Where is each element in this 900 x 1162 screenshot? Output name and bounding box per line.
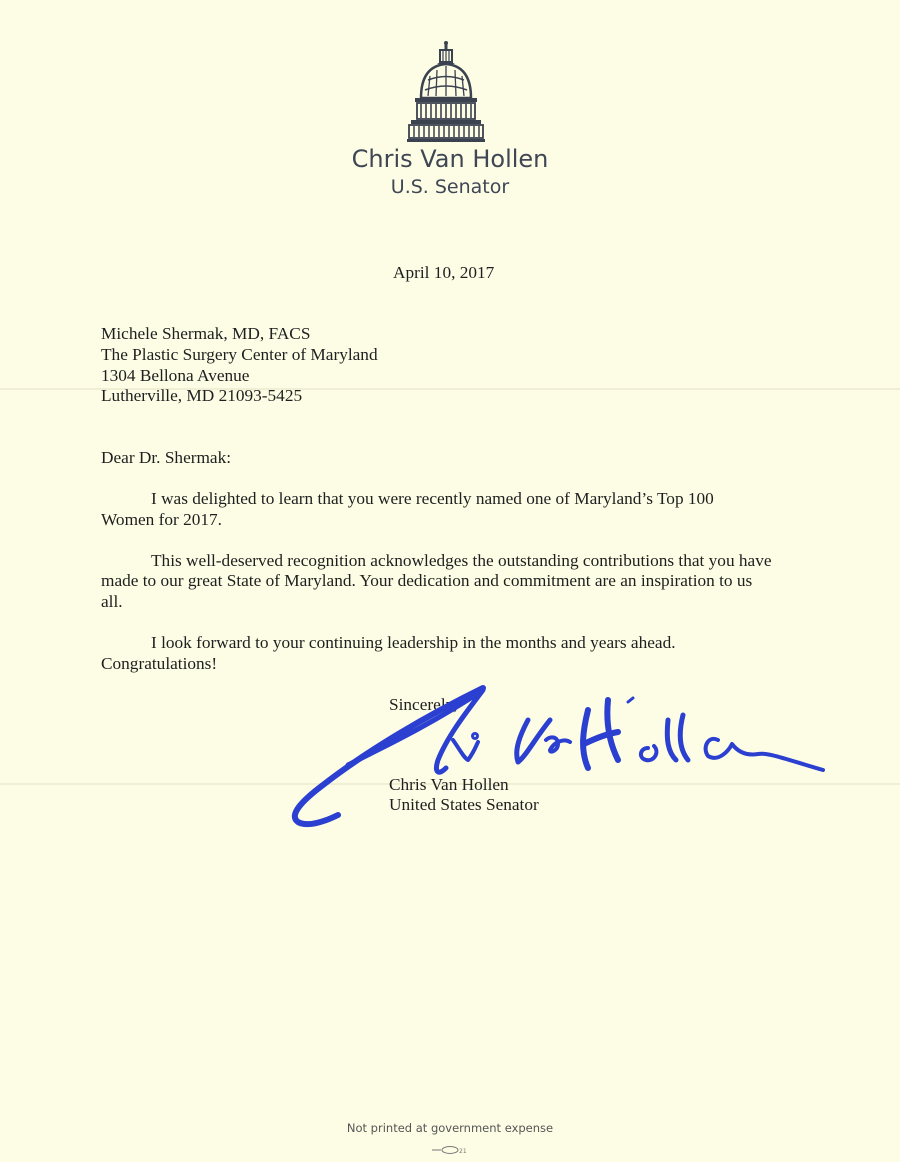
paragraph-3-line: I look forward to your continuing leadership in the months and years ahead. [151, 633, 676, 652]
valediction: Sincerely, [389, 695, 458, 714]
letterhead-title: U.S. Senator [390, 176, 510, 198]
letter-date: April 10, 2017 [393, 263, 495, 282]
letterhead-name: Chris Van Hollen [351, 145, 549, 173]
recipient-city: Lutherville, MD 21093-5425 [101, 386, 303, 405]
signer-title: United States Senator [389, 795, 539, 814]
paragraph-2-line: made to our great State of Maryland. Your dedication and commitment are an inspiration to us [101, 571, 753, 590]
footer-note: Not printed at government expense [346, 1121, 554, 1135]
paragraph-1-line: Women for 2017. [101, 510, 222, 529]
signer-name: Chris Van Hollen [389, 775, 509, 794]
salutation: Dear Dr. Shermak: [101, 448, 232, 467]
union-bug-icon [428, 1142, 472, 1155]
capitol-dome-icon [404, 40, 488, 144]
paragraph-2-line: This well-deserved recognition acknowledges the outstanding contributions that you have [151, 551, 772, 570]
paragraph-3-line: Congratulations! [101, 654, 218, 673]
recipient-organization: The Plastic Surgery Center of Maryland [101, 345, 378, 364]
recipient-name: Michele Shermak, MD, FACS [101, 324, 311, 343]
union-bug-number: 21 [459, 1148, 467, 1155]
recipient-street: 1304 Bellona Avenue [101, 366, 250, 385]
paragraph-1-line: I was delighted to learn that you were recently named one of Maryland’s Top 100 [151, 489, 714, 508]
paragraph-2-line: all. [101, 592, 123, 611]
handwritten-signature [288, 680, 833, 830]
